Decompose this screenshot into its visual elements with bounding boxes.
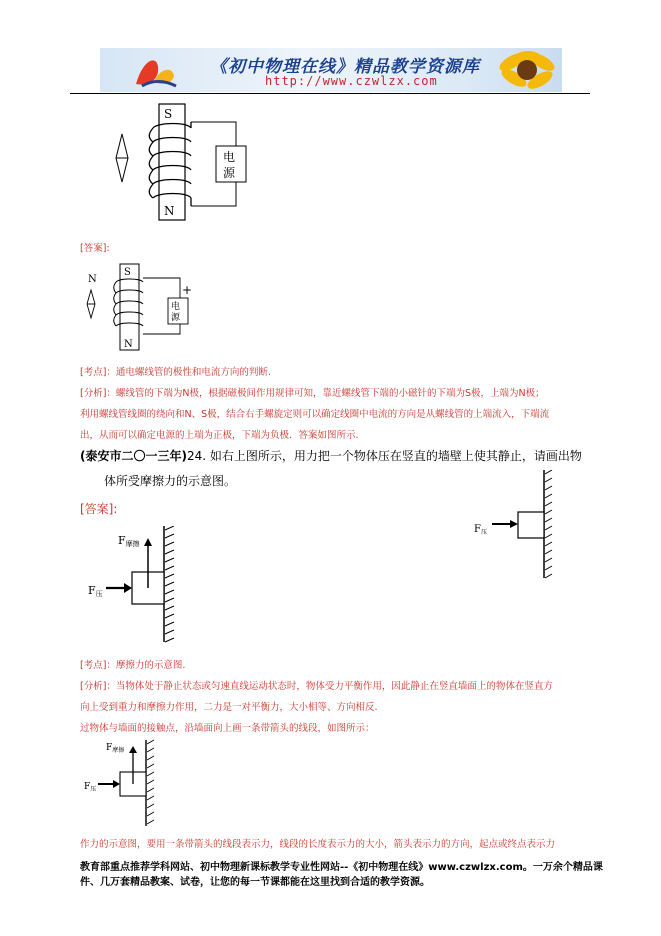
svg-text:电: 电 — [223, 150, 236, 164]
svg-text:F摩擦: $F_{摩擦}$ — [106, 743, 125, 754]
footer-line2: 件、几万套精品教案、试卷，让您的每一节课都能在这里找到合适的教学资源。 — [80, 877, 430, 888]
svg-text:N: N — [124, 339, 133, 350]
svg-text:F压: $F_压$ — [474, 524, 487, 536]
svg-text:源: 源 — [171, 313, 181, 323]
question24-line1: (泰安市二〇一三年)24. 如右上图所示，用力把一个物体压在竖直的墙壁上使其静止，请画出物 — [80, 449, 582, 463]
block — [518, 512, 544, 538]
banner-url: http://www.czwlzx.com — [265, 74, 438, 88]
analysis1-fenxi-3: 出，从而可以确定电源的上端为正极，下端为负极．答案如图所示. — [80, 430, 359, 441]
summary-text: 作力的示意图，要用一条带箭头的线段表示力，线段的长度表示力的大小，箭头表示力的方向，起点或终点表示力 — [80, 839, 556, 850]
analysis2-fenxi-2: 向上受到重力和摩擦力作用，二力是一对平衡力，大小相等、方向相反. — [80, 702, 378, 713]
analysis2-kaodian: [考点]：摩擦力的示意图. — [80, 660, 186, 671]
logo-icon — [130, 52, 180, 90]
solenoid-core — [159, 104, 185, 220]
answer1-label: [答案]: — [80, 243, 110, 254]
header-divider — [70, 93, 590, 94]
answer1-diagram — [82, 260, 202, 355]
svg-text:F摩擦: F摩擦 — [118, 534, 140, 548]
pole-s-label: S — [164, 107, 173, 121]
footer-line1: 教育部重点推荐学科网站、初中物理新课标教学专业性网站--《初中物理在线》www.czwlzx.com。一万余个精品课 — [80, 862, 603, 873]
analysis2-fenxi-3: 过物体与墙面的接触点，沿墙面向上画一条带箭头的线段，如图所示： — [80, 723, 375, 734]
banner-title: 《初中物理在线》精品教学资源库 — [210, 57, 480, 77]
analysis2-fenxi-1: [分析]：当物体处于静止状态或匀速直线运动状态时，物体受力平衡作用，因此静止在竖直墙面上的物体在竖直方 — [80, 681, 553, 692]
solenoid-diagram — [108, 98, 248, 228]
plus-sign: + — [182, 283, 193, 297]
analysis1-kaodian: [考点]：通电螺线管的极性和电流方向的判断. — [80, 367, 271, 378]
question24-line2: 体所受摩擦力的示意图。 — [104, 474, 237, 488]
svg-text:源: 源 — [223, 166, 236, 180]
question24-source: (泰安市二〇一三年) — [80, 449, 187, 463]
answer2-label: [答案]: — [80, 502, 118, 516]
svg-text:F压: F压 — [88, 584, 103, 598]
svg-text:F压: $F_压$ — [84, 782, 97, 793]
answer2-figure — [82, 526, 192, 646]
header-banner — [100, 48, 562, 92]
needle-n-label: N — [88, 274, 97, 285]
question24-figure — [470, 470, 560, 580]
svg-text:S: S — [124, 267, 131, 278]
analysis1-fenxi-1: [分析]：螺线管的下端为N极，根据磁极间作用规律可知，靠近螺线管下端的小磁针的下端为S极，上端为N极； — [80, 388, 545, 399]
pole-n-label: N — [164, 204, 175, 218]
svg-text:电: 电 — [171, 302, 181, 312]
answer3-figure — [82, 738, 162, 828]
analysis1-fenxi-2: 利用螺线管线圈的绕向和N、S极，结合右手螺旋定则可以确定线圈中电流的方向是从螺线管的上端流入，下端流 — [80, 409, 550, 420]
